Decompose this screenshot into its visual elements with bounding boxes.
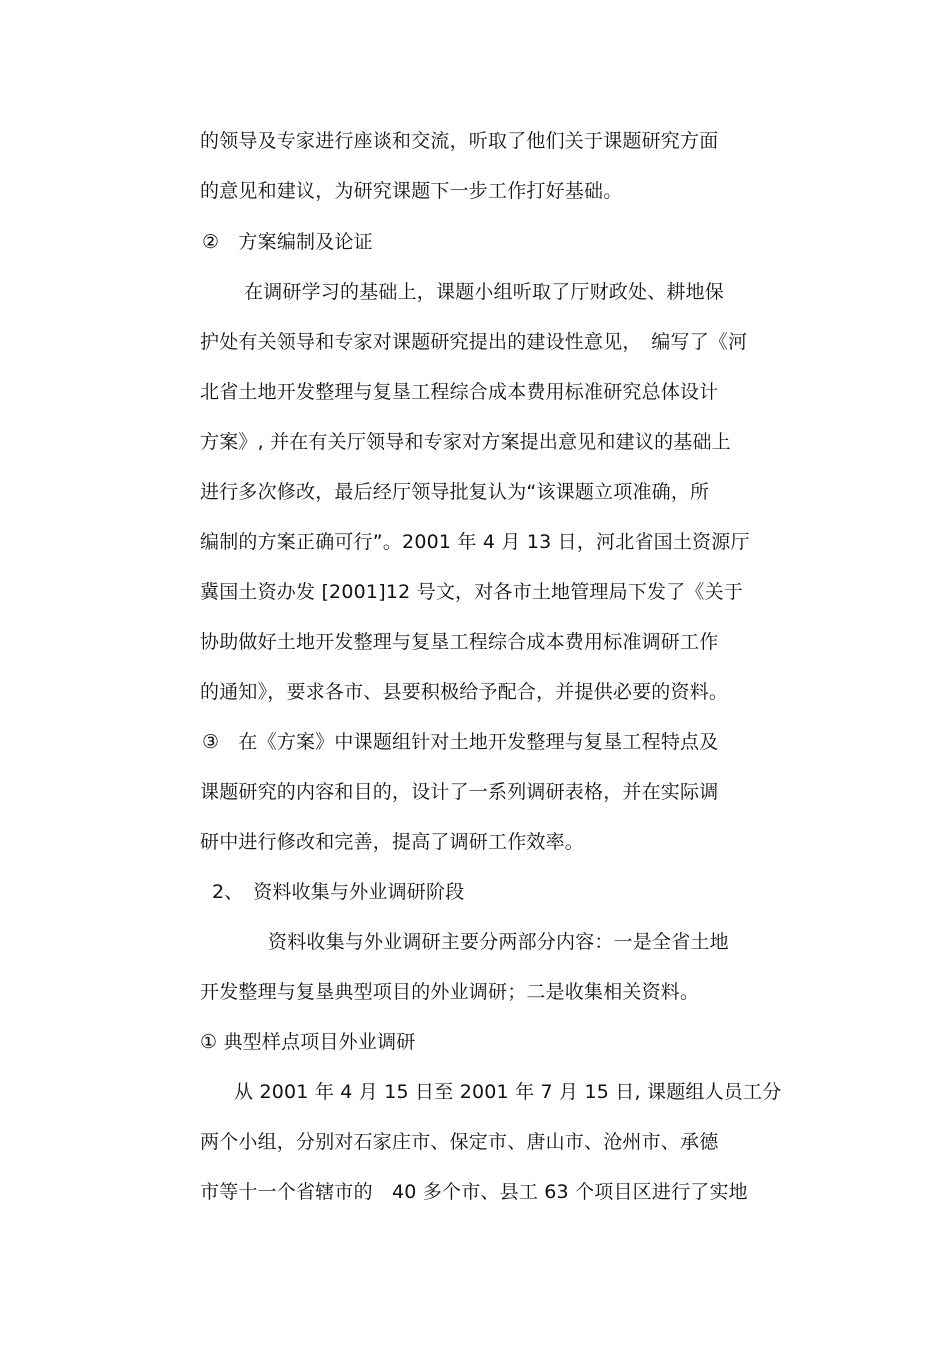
text-line: 市等十一个省辖市的 40 多个市、县工 63 个项目区进行了实地 [200, 1181, 748, 1203]
text-line: 两个小组，分别对石家庄市、保定市、唐山市、沧州市、承德 [200, 1131, 719, 1153]
text-line: 护处有关领导和专家对课题研究提出的建设性意见， 编写了《河 [200, 331, 748, 353]
text-line: 进行多次修改，最后经厅领导批复认为“该课题立项准确，所 [200, 481, 710, 503]
text-line: 协助做好土地开发整理与复垦工程综合成本费用标准调研工作 [200, 631, 719, 653]
text-line: 北省土地开发整理与复垦工程综合成本费用标准研究总体设计 [200, 381, 719, 403]
text-line: 课题研究的内容和目的，设计了一系列调研表格，并在实际调 [200, 781, 719, 803]
text-line: 研中进行修改和完善，提高了调研工作效率。 [200, 831, 585, 853]
text-line: 方案》, 并在有关厅领导和专家对方案提出意见和建议的基础上 [200, 431, 731, 453]
text-line: 冀国土资办发 [2001]12 号文，对各市土地管理局下发了《关于 [200, 581, 744, 603]
text-line: 在调研学习的基础上，课题小组听取了厅财政处、耕地保 [244, 281, 725, 303]
section-heading: ① 典型样点项目外业调研 [200, 1031, 416, 1053]
section-heading: 2、 资料收集与外业调研阶段 [212, 881, 465, 903]
text-line: 的领导及专家进行座谈和交流，听取了他们关于课题研究方面 [200, 130, 719, 152]
text-line: 的意见和建议，为研究课题下一步工作打好基础。 [200, 180, 623, 202]
section-heading: ② 方案编制及论证 [202, 231, 373, 253]
text-line: 从 2001 年 4 月 15 日至 2001 年 7 月 15 日, 课题组人员工分 [234, 1081, 782, 1103]
text-line: 资料收集与外业调研主要分两部分内容：一是全省土地 [268, 931, 729, 953]
text-line: ③ 在《方案》中课题组针对土地开发整理与复垦工程特点及 [202, 731, 719, 753]
text-line: 的通知》，要求各市、县要积极给予配合，并提供必要的资料。 [200, 681, 729, 703]
text-line: 编制的方案正确可行”。2001 年 4 月 13 日，河北省国土资源厅 [200, 531, 750, 553]
text-line: 开发整理与复垦典型项目的外业调研；二是收集相关资料。 [200, 981, 700, 1003]
